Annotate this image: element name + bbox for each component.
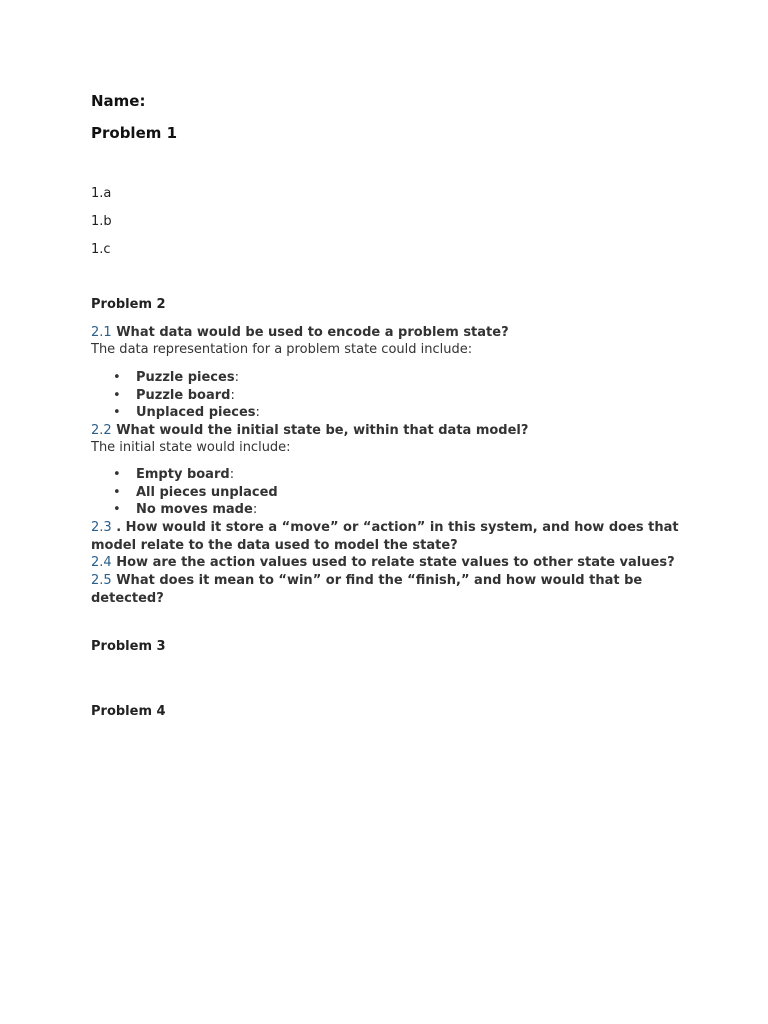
list-item-suffix: : — [252, 502, 258, 517]
list-item — [91, 369, 260, 387]
question-2-5 — [91, 572, 691, 607]
list-item-term: All pieces unplaced — [136, 484, 278, 500]
list-item-term: Empty board — [136, 467, 230, 482]
list-item-term: Puzzle board — [136, 387, 231, 403]
question-2-4 — [91, 554, 691, 572]
question-number: 2.1 — [91, 325, 112, 340]
bullet-icon: • — [113, 405, 121, 420]
answer-2-2: The initial state would include: — [91, 440, 291, 455]
list-item — [91, 404, 260, 422]
question-2-2 — [91, 422, 691, 440]
list-item-suffix: : — [255, 405, 260, 420]
question-number: 2.3 — [91, 520, 112, 535]
list-item-suffix: : — [229, 467, 235, 482]
bullet-icon: • — [113, 502, 121, 517]
question-number: 2.5 — [91, 573, 112, 588]
question-2-3 — [91, 519, 691, 554]
question-text: How are the action values used to relate state values to other state values? — [116, 555, 675, 570]
answer-2-2-bullet-list — [91, 466, 278, 519]
problem-2-title: Problem 2 — [91, 297, 166, 312]
list-item — [91, 501, 278, 519]
list-item-term: Puzzle pieces — [136, 370, 235, 385]
question-text: What does it mean to “win” or find the “finish,” and how would that be detected? — [91, 573, 643, 606]
question-2-1 — [91, 324, 691, 342]
question-number: 2.4 — [91, 555, 112, 570]
answer-2-1: The data representation for a problem state could include: — [91, 342, 473, 357]
bullet-icon: • — [113, 467, 121, 482]
problem-3-title: Problem 3 — [91, 639, 166, 654]
question-text: . How would it store a “move” or “action” in this system, and how does that model relate to the data used to model the state? — [91, 520, 679, 553]
question-text: What data would be used to encode a problem state? — [116, 325, 509, 340]
question-number: 2.2 — [91, 423, 112, 438]
list-item — [91, 387, 260, 405]
problem-1c-label: 1.c — [91, 242, 111, 257]
problem-1b-label: 1.b — [91, 214, 112, 229]
list-item-suffix: : — [230, 387, 235, 403]
name-label: Name: — [91, 92, 146, 110]
list-item-term: Unplaced pieces — [136, 405, 256, 420]
list-item-suffix: : — [234, 370, 239, 385]
problem-4-title: Problem 4 — [91, 704, 166, 719]
bullet-icon: • — [113, 387, 121, 403]
problem-1-title: Problem 1 — [91, 124, 178, 142]
bullet-icon: • — [113, 484, 121, 500]
list-item — [91, 484, 278, 502]
answer-2-1-bullet-list — [91, 369, 260, 422]
problem-1a-label: 1.a — [91, 186, 112, 201]
list-item-term: No moves made — [136, 502, 253, 517]
bullet-icon: • — [113, 370, 121, 385]
list-item — [91, 466, 278, 484]
question-text: What would the initial state be, within that data model? — [116, 423, 529, 438]
